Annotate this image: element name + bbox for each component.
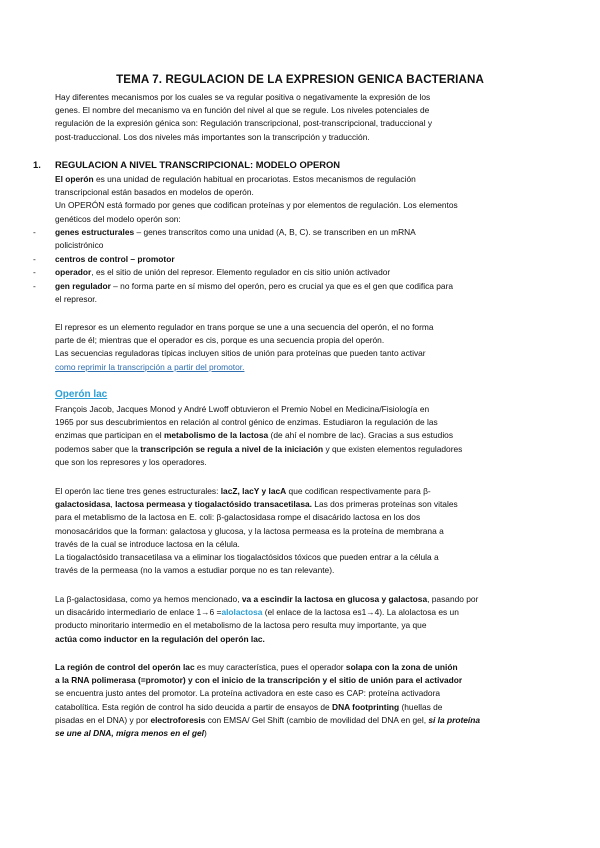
text-line: transcripcional están basados en modelos de operón. bbox=[55, 187, 254, 198]
text-line: 1965 por sus descubrimientos en relación al control génico de enzimas. Estudiaron la regulación de las bbox=[55, 417, 438, 428]
text-line: se encuentra justo antes del promotor. La proteína activadora en este caso es CAP: proteína activadora bbox=[55, 688, 441, 699]
text-line: La tiogalactósido transacetilasa va a eliminar los tiogalactósidos tóxicos que pueden entrar a la célula a bbox=[55, 552, 439, 563]
text-line: El represor es un elemento regulador en trans porque se une a una secuencia del operón, el no forma bbox=[55, 322, 434, 332]
text-line: a la RNA polimerasa (=promotor) y con el inicio de la transcripción y el sitio de unión para el activador bbox=[55, 675, 463, 686]
text-line: monosacáridos que la forman: galactosa y glucosa, y la lactosa permeasa es la proteína de membrana a bbox=[55, 525, 444, 536]
text-line: genéticos del modelo operón son: bbox=[55, 213, 181, 224]
text-line: enzimas que participan en el metabolismo de la lactosa (de ahí el nombre de lac). Gracias a sus estudios bbox=[55, 430, 454, 441]
text-line: galactosidasa, lactosa permeasa y tiogalactósido transacetilasa. Las dos primeras proteínas son vitales bbox=[55, 499, 458, 510]
lac-history-paragraph bbox=[55, 403, 543, 469]
intro-line: regulación de la expresión génica son: Regulación transcripcional, post-transcripcional, traduccional y bbox=[55, 118, 433, 129]
bullet-centros-de-control bbox=[33, 253, 543, 266]
text-line: un disacárido intermediario de enlace 1→6 =alolactosa (el enlace de la lactosa es1→4). La alolactosa es un bbox=[55, 607, 459, 618]
text-line: François Jacob, Jacques Monod y André Lwoff obtuvieron el Premio Nobel en Medicina/Fisiología en bbox=[55, 404, 430, 414]
bullet-dash: - bbox=[33, 267, 36, 277]
intro-line: post-traduccional. Los dos niveles más importantes son la transcripción y traducción. bbox=[55, 131, 370, 142]
operon-definition-paragraph bbox=[55, 173, 543, 226]
text-line: través de la permeasa (no la vamos a estudiar porque no es tan relevante). bbox=[55, 565, 335, 576]
intro-paragraph bbox=[55, 91, 543, 144]
bullet-term: operador bbox=[55, 267, 92, 277]
bullet-dash: - bbox=[33, 281, 36, 291]
text-line: podemos saber que la transcripción se regula a nivel de la iniciación y que existen elementos reguladores bbox=[55, 443, 463, 454]
bullet-term: centros de control – promotor bbox=[55, 254, 175, 264]
underlined-line: como reprimir la transcripción a partir del promotor. bbox=[55, 361, 245, 372]
text-line: actúa como inductor en la regulación del operón lac. bbox=[55, 633, 265, 644]
section-number: 1. bbox=[33, 159, 41, 170]
bullet-genes-estructurales: - genes estructurales – genes transcritos como una unidad (A, B, C). se transcriben en un mRNA policistrónico bbox=[33, 227, 416, 251]
lac-genes-paragraph bbox=[55, 485, 543, 577]
bullet-operador: - operador, es el sitio de unión del represor. Elemento regulador en cis sitio unión activador bbox=[33, 266, 543, 279]
text-line: través de la cual se introduce lactosa en la célula. bbox=[55, 538, 240, 549]
bullet-term: genes estructurales bbox=[55, 227, 135, 237]
text-line: producto minoritario intermedio en el metabolismo de la lactosa pero resulta muy importante, ya que bbox=[55, 620, 427, 631]
subsection-title-operon-lac: Operón lac bbox=[55, 389, 108, 400]
bullet-term: gen regulador bbox=[55, 281, 111, 291]
document-title: TEMA 7. REGULACION DE LA EXPRESION GENICA BACTERIANA bbox=[116, 73, 484, 86]
lac-control-region-paragraph bbox=[55, 661, 543, 740]
text-line: se une al DNA, migra menos en el gel) bbox=[55, 728, 207, 739]
text-line: La región de control del operón lac es muy característica, pues el operador solapa con la zona de unión bbox=[55, 662, 458, 672]
text-line: El operón lac tiene tres genes estructurales: lacZ, lacY y lacA que codifican respectivamente para β- bbox=[55, 486, 431, 496]
text-line: que son los represores y los operadores. bbox=[55, 456, 207, 467]
text-line: catabolítica. Esta región de control ha sido deucida a partir de ensayos de DNA footprinting (huellas de bbox=[55, 701, 443, 712]
lac-beta-galactosidase-paragraph bbox=[55, 593, 543, 646]
text-line: La β-galactosidasa, como ya hemos mencionado, va a escindir la lactosa en glucosa y galactosa, pasando por bbox=[55, 594, 479, 604]
text-line: El operón es una unidad de regulación habitual en procariotas. Estos mecanismos de regulación bbox=[55, 174, 416, 184]
text-line: Las secuencias reguladoras típicas incluyen sitios de unión para proteínas que pueden tanto activar bbox=[55, 348, 426, 359]
bullet-dash: - bbox=[33, 227, 36, 237]
text-line: parte de él; mientras que el operador es cis, porque es una secuencia propia del operón. bbox=[55, 335, 385, 346]
highlighted-term: alolactosa bbox=[221, 607, 263, 618]
bullet-gen-regulador: - gen regulador – no forma parte en sí mismo del operón, pero es crucial ya que es el gen que codifica para el represor. bbox=[33, 281, 454, 305]
bold-term: El operón bbox=[55, 174, 94, 184]
section-title: REGULACION A NIVEL TRANSCRIPCIONAL: MODELO OPERON bbox=[55, 159, 341, 170]
repressor-paragraph bbox=[55, 321, 543, 374]
text-line: pisadas en el DNA) y por electroforesis con EMSA/ Gel Shift (cambio de movilidad del DNA en gel, si la proteína bbox=[55, 714, 481, 725]
intro-line: Hay diferentes mecanismos por los cuales se va regular positiva o negativamente la expresión de los bbox=[55, 92, 431, 102]
bullet-dash: - bbox=[33, 254, 36, 264]
intro-line: genes. El nombre del mecanismo va en función del nivel al que se regule. Los niveles potenciales de bbox=[55, 105, 430, 116]
text-line: Un OPERÓN está formado por genes que codifican proteínas y por elementos de regulación. Los elementos bbox=[55, 200, 458, 211]
text-line: para el metablismo de la lactosa en E. coli: β-galactosidasa rompe el disacárido lactosa en los dos bbox=[55, 512, 421, 523]
